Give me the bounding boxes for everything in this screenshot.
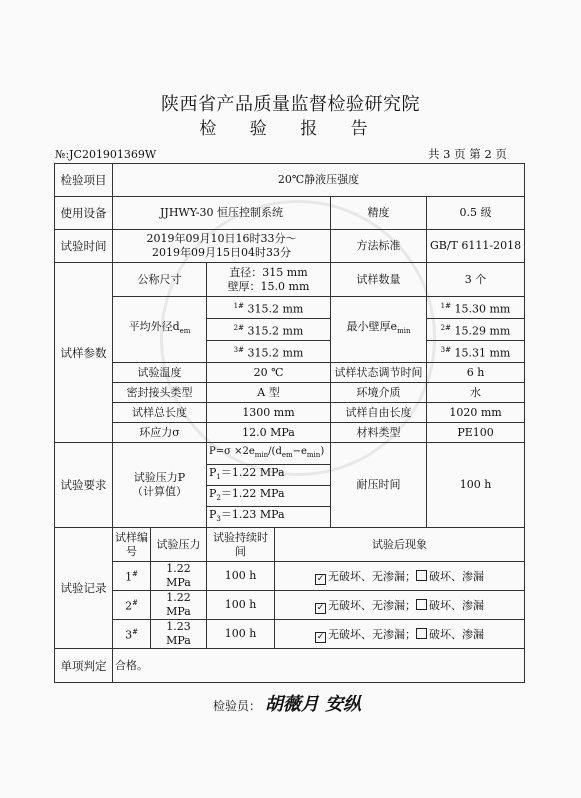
verdict-label: 单项判定 [55, 649, 113, 683]
pressure-value: $P_2=1.22$ MPa [207, 486, 331, 507]
time-value [113, 230, 331, 263]
avg-od-value: $^{2\#}$ 315.2 mm [207, 319, 331, 341]
checkbox-empty-icon [416, 570, 427, 581]
pressure-formula: $P=\sigma \times 2e_{min}/(d_{em}-e_{min})$ [207, 443, 331, 465]
pressure-label-line1: 试验压力P [133, 471, 186, 484]
row-length [55, 403, 525, 423]
row-hoop [55, 423, 525, 443]
row-avg-od-1 [55, 297, 525, 319]
cond-label: 试样状态调节时间 [331, 363, 427, 383]
pressure-value: $P_3=1.23$ MPa [207, 507, 331, 528]
free-length-value: 1020 mm [427, 403, 525, 423]
item-value: 20℃静液压强度 [113, 164, 525, 197]
free-length-label: 试样自由长度 [331, 403, 427, 423]
requirements-label: 试验要求 [55, 443, 113, 528]
row-temp [55, 363, 525, 383]
row-req-formula [55, 443, 525, 465]
record-pressure: 1.22 MPa [151, 562, 207, 591]
row-equipment [55, 197, 525, 230]
material-value: PE100 [427, 423, 525, 443]
duration-label: 耐压时间 [331, 443, 427, 528]
avg-od-label: 平均外径$d_{em}$ [113, 297, 207, 363]
temp-value: 20 ℃ [207, 363, 331, 383]
record-row [55, 562, 525, 591]
min-wall-value: $^{1\#}$ 15.30 mm [427, 297, 525, 319]
nominal-wall: 壁厚：15.0 mm [227, 279, 310, 293]
checkbox-checked-icon: ✓ [316, 602, 325, 613]
nominal-value [207, 263, 331, 297]
verdict-value: 合格。 [113, 649, 525, 683]
precision-label: 精度 [331, 197, 427, 230]
seal-label: 密封接头类型 [113, 383, 207, 403]
row-seal [55, 383, 525, 403]
inspector-line [213, 690, 361, 716]
length-value: 1300 mm [207, 403, 331, 423]
col-pressure: 试验压力 [151, 528, 207, 562]
record-phenomenon: ✓ 无破坏、无渗漏； 破坏、渗漏 [275, 562, 525, 591]
record-phenomenon: ✓ 无破坏、无渗漏； 破坏、渗漏 [275, 620, 525, 649]
precision-value: 0.5 级 [427, 197, 525, 230]
record-phenomenon: ✓ 无破坏、无渗漏； 破坏、渗漏 [275, 591, 525, 620]
time-start: 2019年09月10日16时33分～ [146, 232, 297, 245]
col-sample-no: 试样编号 [113, 528, 151, 562]
material-label: 材料类型 [331, 423, 427, 443]
checkbox-checked-icon: ✓ [316, 631, 325, 642]
min-wall-value: $^{3\#}$ 15.31 mm [427, 341, 525, 363]
avg-od-value: $^{3\#}$ 315.2 mm [207, 341, 331, 363]
checkbox-empty-icon [416, 599, 427, 610]
checkbox-empty-icon [416, 628, 427, 639]
length-label: 试样总长度 [113, 403, 207, 423]
min-wall-value: $^{2\#}$ 15.29 mm [427, 319, 525, 341]
hoop-value: 12.0 MPa [207, 423, 331, 443]
page-info: 共 3 页 第 2 页 [428, 147, 507, 161]
records-label: 试验记录 [55, 528, 113, 649]
checkbox-checked-icon: ✓ [316, 573, 325, 584]
env-value: 水 [427, 383, 525, 403]
inspector-label: 检验员： [213, 699, 262, 713]
count-label: 试样数量 [331, 263, 427, 297]
temp-label: 试验温度 [113, 363, 207, 383]
record-no: 2# [113, 591, 151, 620]
equipment-value: JJHWY-30 恒压控制系统 [113, 197, 331, 230]
pressure-calc-label [113, 443, 207, 528]
row-verdict [55, 649, 525, 683]
row-records-header [55, 528, 525, 562]
institute-title: 陕西省产品质量监督检验研究院 [161, 94, 420, 115]
params-label: 试样参数 [55, 263, 113, 443]
nominal-diameter: 直径：315 mm [229, 265, 308, 279]
report-table [54, 163, 525, 683]
record-duration: 100 h [207, 620, 275, 649]
item-label: 检验项目 [55, 164, 113, 197]
record-row [55, 620, 525, 649]
time-end: 2019年09月15日04时33分 [152, 246, 291, 259]
record-pressure: 1.23 MPa [151, 620, 207, 649]
pressure-label-line2: （计算值） [132, 485, 187, 498]
row-nominal [55, 263, 525, 297]
duration-value: 100 h [427, 443, 525, 528]
hoop-label: 环应力σ [113, 423, 207, 443]
method-label: 方法标准 [331, 230, 427, 263]
pressure-value: $P_1=1.22$ MPa [207, 465, 331, 486]
row-item [55, 164, 525, 197]
env-label: 环境介质 [331, 383, 427, 403]
record-duration: 100 h [207, 562, 275, 591]
count-value: 3 个 [427, 263, 525, 297]
avg-od-value: $^{1\#}$ 315.2 mm [207, 297, 331, 319]
report-number: №:JC201901369W [55, 148, 157, 161]
cond-value: 6 h [427, 363, 525, 383]
method-value: GB/T 6111-2018 [427, 230, 525, 263]
col-phenomenon: 试验后现象 [275, 528, 525, 562]
seal-value: A 型 [207, 383, 331, 403]
time-label: 试验时间 [55, 230, 113, 263]
record-duration: 100 h [207, 591, 275, 620]
record-no: 3# [113, 620, 151, 649]
nominal-label: 公称尺寸 [113, 263, 207, 297]
record-row [55, 591, 525, 620]
inspector-signature: 胡薇月 安纵 [264, 694, 362, 715]
col-duration: 试验持续时间 [207, 528, 275, 562]
report-title: 检 验 报 告 [199, 119, 382, 139]
min-wall-label: 最小壁厚$e_{min}$ [331, 297, 427, 363]
record-pressure: 1.22 MPa [151, 591, 207, 620]
row-time [55, 230, 525, 263]
equipment-label: 使用设备 [55, 197, 113, 230]
record-no: 1# [113, 562, 151, 591]
